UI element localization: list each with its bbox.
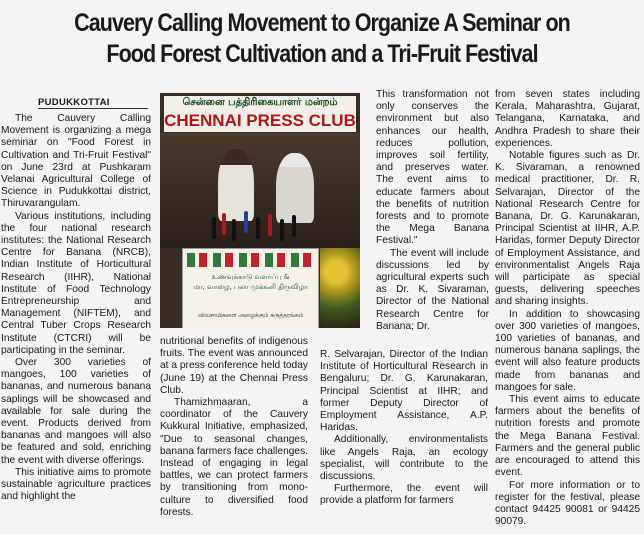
headline-line-2: Food Forest Cultivation and a Tri-Fruit Festival xyxy=(106,40,538,68)
podium-tamil-line-3: விவசாயிகளை அழைக்கும் கருத்தரங்கம் xyxy=(197,313,304,319)
podium-tamil-line-2: மா, வாழை, பலா முக்கனி திருவிழா xyxy=(193,283,308,291)
col1-paragraph: The Cauvery Calling Movement is organizing a mega seminar on "Food Forest in Cultivation and Tri-Fruit Festival" on June 23rd at Pushkaram Velanai Agricultural College of Science in Pudukkottai district, Thiruvarangulam. xyxy=(1,113,151,210)
col1-paragraph: This initiative aims to promote sustainable agriculture practices and highlight the xyxy=(1,466,151,503)
col4-paragraph: from seven states including Kerala, Maharashtra, Gujarat, Telangana, Karnataka, and Andhra Pradesh to share their experiences. xyxy=(495,89,640,149)
col1-paragraph: Various institutions, including the four national research institutes: the National Research Centre for Banana (NRCB), Indian Institute of Horticultural Research (IIHR), National Institute of Food Technology Entrepreneurship and Management (NIFTEM), and Central Tuber Crops Research Institute (CTCRI) will be participating in the seminar. xyxy=(1,210,151,356)
column-4 xyxy=(495,89,640,528)
col2-paragraph: Thamizhmaaran, a coordinator of the Cauvery Kukkural Initiative, emphasized, "Due to seasonal changes, banana farmers face challenges. Instead of engaging in legal battles, we can protect farmers by transitioning from mono-culture to diversified food forests. xyxy=(160,397,308,518)
sponsor-logos xyxy=(187,253,314,267)
press-club-tamil-banner: சென்னை பத்திரிகையாளர் மன்றம் xyxy=(164,96,356,110)
dateline: PUDUKKOTTAI xyxy=(38,97,110,108)
headline xyxy=(45,8,599,70)
col3-paragraph: Additionally, environmentalists like Angels Raja, an ecology specialist, will contribute to the discussions. xyxy=(320,434,488,483)
col4-paragraph: For more information or to register for the festival, please contact 94425 90081 or 94425 90079. xyxy=(495,479,640,528)
press-conference-photo xyxy=(160,93,360,328)
col4-paragraph: Notable figures such as Dr. K. Sivaraman, a renowned medical practitioner, Dr. R. Selvarajan, Director of the National Research Centre for Banana, Dr. G. Karunakaran, Principal Scientist at IIHR, A.P. Haridas, former Deputy Director of Employment Assistance, and environmentalist Angels Raja will participate as special guests, delivering speeches and sharing insights. xyxy=(495,150,640,308)
col4-paragraph: This event aims to educate farmers about the benefits of nutrition forests and promote the Mega Banana Festival. Farmers and the general public are encouraged to attend this event. xyxy=(495,394,640,479)
column-3 xyxy=(320,349,488,508)
column-1 xyxy=(1,113,151,504)
press-club-english-banner: CHENNAI PRESS CLUB xyxy=(164,111,356,130)
col3-top-paragraph: This transformation not only conserves the environment but also enhances our health, reduces pollution, improves soil fertility, and preserves water. The event aims to educate farmers about the benefits of nutrition forests and to promote the Mega Banana Festival." xyxy=(376,89,489,247)
headline-line-1: Cauvery Calling Movement to Organize A Seminar on xyxy=(74,9,570,37)
col3-paragraph: R. Selvarajan, Director of the Indian Institute of Horticultural Research in Bengaluru; Dr. G. Karunakaran, Principal Scientist at IIHR; and former Deputy Director of Employment Assistance, A.P. Haridas. xyxy=(320,349,488,434)
col2-continued: nutritional benefits of indigenous fruits. The event was announced at a press conference held today (June 19) at the Chennai Press Club. xyxy=(160,336,308,396)
microphones xyxy=(212,211,302,241)
dateline-rule xyxy=(38,108,148,109)
banana-bunch-image xyxy=(320,248,360,328)
col3-paragraph: Furthermore, the event will provide a platform for farmers xyxy=(320,483,488,507)
column-3-top xyxy=(376,89,489,333)
col4-paragraph: In addition to showcasing over 300 varieties of mangoes, 100 varieties of bananas, and numerous banana saplings, the event will also feature products made from bananas and mangoes for sale. xyxy=(495,308,640,393)
column-2 xyxy=(160,336,308,519)
col1-paragraph: Over 300 varieties of mangoes, 100 varieties of bananas, and numerous banana saplings will be showcased and available for sale during the event. Products derived from bananas and mangoes will also be featured and sold, enriching the event with diverse offerings. xyxy=(1,357,151,466)
podium-banner xyxy=(182,248,319,328)
col3-top-paragraph: The event will include discussions led by agricultural experts such as Dr. K. Sivaraman, Director of the National Research Centre for Banana; Dr. xyxy=(376,247,489,332)
podium-tamil-line-1: உணவுக்காடு வளர்ப்பு & xyxy=(211,273,290,281)
